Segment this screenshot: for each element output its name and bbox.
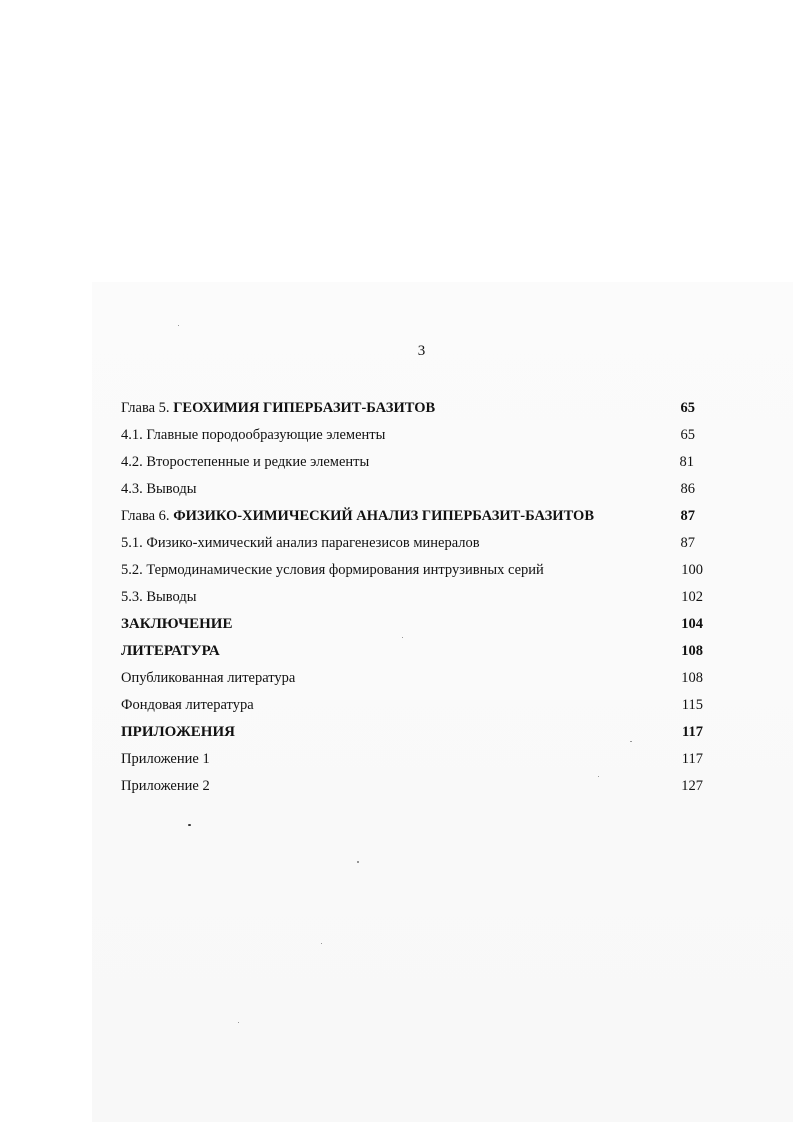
toc-entry-page: 100 xyxy=(681,562,703,578)
toc-entry-title: Опубликованная литература xyxy=(121,670,296,686)
toc-entry-title: 5.1. Физико-химический анализ парагенезисов минералов xyxy=(121,535,480,551)
toc-entry xyxy=(121,587,703,614)
scan-speck xyxy=(321,943,322,944)
toc-entry-page: 87 xyxy=(680,508,695,524)
toc-entry-chapter-title: ФИЗИКО-ХИМИЧЕСКИЙ АНАЛИЗ ГИПЕРБАЗИТ-БАЗИТОВ xyxy=(173,508,595,524)
toc-entry xyxy=(121,533,703,560)
toc-entry xyxy=(121,452,703,479)
toc-entry xyxy=(121,506,703,533)
scan-speck xyxy=(598,776,599,777)
toc-entry xyxy=(121,668,703,695)
toc-entry-page: 104 xyxy=(681,616,703,632)
toc-entry xyxy=(121,722,703,749)
toc-entry-page: 127 xyxy=(681,778,703,794)
toc-entry-page: 86 xyxy=(680,481,695,497)
toc-entry-prefix: Глава 6. xyxy=(121,508,174,524)
toc-entry-page: 87 xyxy=(680,535,695,551)
toc-entry xyxy=(121,425,703,452)
scan-speck xyxy=(357,861,359,863)
scan-speck xyxy=(188,824,191,826)
toc-entry-title: Приложение 1 xyxy=(121,751,210,767)
toc-entry-title: ЛИТЕРАТУРА xyxy=(121,643,220,659)
toc-entry xyxy=(121,479,703,506)
toc-entry xyxy=(121,614,703,641)
toc-entry xyxy=(121,695,703,722)
scan-speck xyxy=(238,1022,239,1023)
toc-entry-title: 4.1. Главные породообразующие элементы xyxy=(121,427,386,443)
toc-entry-page: 108 xyxy=(681,643,703,659)
toc-entry-title xyxy=(121,506,594,526)
toc-entry-page: 108 xyxy=(681,670,703,686)
toc-entry-title: ПРИЛОЖЕНИЯ xyxy=(121,724,235,740)
toc-entry xyxy=(121,560,703,587)
toc-entry xyxy=(121,641,703,668)
toc-entry-title: 5.2. Термодинамические условия формирования интрузивных серий xyxy=(121,562,544,578)
toc-entry xyxy=(121,398,703,425)
toc-entry-page: 65 xyxy=(680,400,695,416)
toc-entry-prefix: Глава 5. xyxy=(121,400,174,416)
toc-entry xyxy=(121,749,703,776)
toc-entry-title: Фондовая литература xyxy=(121,697,254,713)
toc-entry-page: 117 xyxy=(681,751,703,767)
toc-entry-title: 4.3. Выводы xyxy=(121,481,197,497)
scan-speck xyxy=(402,637,403,638)
table-of-contents xyxy=(121,398,703,803)
toc-entry-page: 65 xyxy=(680,427,695,443)
toc-entry-title: 4.2. Второстепенные и редкие элементы xyxy=(121,454,370,470)
toc-entry-page: 102 xyxy=(681,589,703,605)
toc-entry-page: 81 xyxy=(679,454,694,470)
scan-speck xyxy=(630,741,632,742)
toc-entry-title xyxy=(121,398,435,418)
toc-entry-page: 117 xyxy=(682,724,703,740)
page-number: 3 xyxy=(417,343,426,359)
toc-entry-title: Приложение 2 xyxy=(121,778,210,794)
toc-entry xyxy=(121,776,703,803)
toc-entry-page: 115 xyxy=(681,697,703,713)
toc-entry-title: 5.3. Выводы xyxy=(121,589,197,605)
toc-entry-title: ЗАКЛЮЧЕНИЕ xyxy=(121,616,233,632)
scan-speck xyxy=(178,325,179,326)
toc-entry-chapter-title: ГЕОХИМИЯ ГИПЕРБАЗИТ-БАЗИТОВ xyxy=(173,400,436,416)
